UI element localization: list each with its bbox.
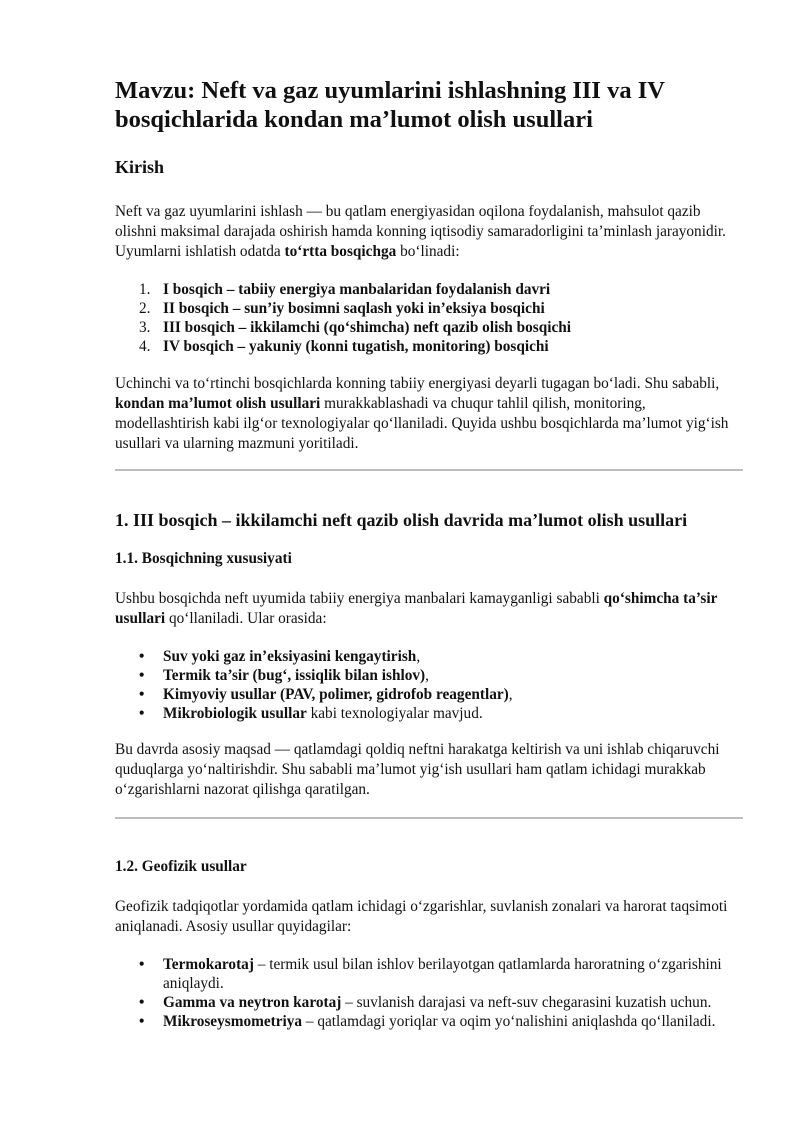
list-item — [115, 318, 743, 337]
bullet-icon: • — [139, 667, 145, 684]
section-divider — [115, 469, 743, 471]
list-item-bold: Mikroseysmometriya — [163, 1013, 303, 1030]
list-item — [115, 955, 743, 993]
stages-list — [115, 280, 743, 356]
subsection-1-1-heading: 1.1. Bosqichning xususiyati — [115, 550, 292, 567]
list-item — [115, 1012, 743, 1031]
list-item — [115, 704, 743, 723]
subsection-1-2-heading: 1.2. Geofizik usullar — [115, 858, 247, 875]
list-item-text: III bosqich – ikkilamchi (qo‘shimcha) neft qazib olish bosqichi — [163, 319, 572, 336]
list-item — [115, 647, 743, 666]
list-number: 2. — [139, 300, 151, 317]
list-item-rest: – termik usul bilan ishlov berilayotgan qatlamlarda haroratning o‘zgarishini aniqlaydi. — [163, 956, 722, 992]
intro-p1-bold: to‘rtta bosqichga — [284, 243, 397, 260]
list-item-bold: Termokarotaj — [163, 956, 254, 973]
list-number: 3. — [139, 319, 151, 336]
intro-p2-bold: kondan ma’lumot olish usullari — [115, 395, 321, 412]
list-item — [115, 299, 743, 318]
list-item — [115, 993, 743, 1012]
list-item-rest: , — [425, 667, 429, 684]
sub1-p1-text-c: qo‘llaniladi. Ular orasida: — [165, 610, 327, 627]
sub1-paragraph-2: Bu davrda asosiy maqsad — qatlamdagi qoldiq neftni harakatga keltirish va uni ishlab chiqaruvchi quduqlarga yo‘naltirishdir. Shu sababli ma’lumot yig‘ish usullari ham qatlam ichidagi murakkab o‘zgarishlarni nazorat qilishga qaratilgan. — [115, 741, 720, 798]
list-item-rest: – qatlamdagi yoriqlar va oqim yo‘nalishini aniqlashda qo‘llaniladi. — [302, 1013, 716, 1030]
bullet-icon: • — [139, 1013, 145, 1030]
list-item-bold: Gamma va neytron karotaj — [163, 994, 342, 1011]
list-item-rest: kabi texnologiyalar mavjud. — [306, 705, 483, 722]
list-item — [115, 666, 743, 685]
sub1-paragraph-1 — [115, 589, 743, 629]
list-item-bold: Suv yoki gaz in’eksiyasini kengaytirish — [163, 648, 417, 665]
list-item-rest: – suvlanish darajasi va neft-suv chegarasini kuzatish uchun. — [341, 994, 712, 1011]
list-item-text: I bosqich – tabiiy energiya manbalaridan foydalanish davri — [163, 281, 551, 298]
list-item — [115, 337, 743, 356]
intro-p1-text-a: Neft va gaz uyumlarini ishlash — bu qatlam energiyasidan oqilona foydalanish, mahsulot qazib olishni maksimal darajada oshirish hamda konning iqtisodiy samaradorligini ta’minlash jarayonidir. Uyumlarni ishlatish odatda — [115, 203, 726, 260]
list-item-text: II bosqich – sun’iy bosimni saqlash yoki in’eksiya bosqichi — [163, 300, 545, 317]
list-item-bold: Termik ta’sir (bug‘, issiqlik bilan ishlov) — [163, 667, 426, 684]
intro-heading: Kirish — [115, 157, 165, 177]
page-title: Mavzu: Neft va gaz uyumlarini ishlashning III va IV bosqichlarida kondan ma’lumot olish usullari — [115, 77, 665, 133]
list-item — [115, 280, 743, 299]
geophysical-methods-list — [115, 955, 743, 1031]
methods-list — [115, 647, 743, 723]
list-item-rest: , — [508, 686, 513, 703]
intro-paragraph-1 — [115, 202, 743, 262]
list-item-bold: Mikrobiologik usullar — [163, 705, 307, 722]
bullet-icon: • — [139, 648, 145, 665]
intro-paragraph-2 — [115, 374, 743, 454]
list-item-text: IV bosqich – yakuniy (konni tugatish, monitoring) bosqichi — [163, 338, 549, 355]
bullet-icon: • — [139, 956, 145, 973]
sub1-p1-bold: qo‘shimcha ta’sir usullari — [115, 590, 718, 627]
list-item-rest: , — [416, 648, 421, 665]
section-divider — [115, 817, 743, 819]
intro-p1-text-c: bo‘linadi: — [396, 243, 460, 260]
bullet-icon: • — [139, 705, 145, 722]
bullet-icon: • — [139, 686, 145, 703]
intro-p2-text-a: Uchinchi va to‘rtinchi bosqichlarda konning tabiiy energiyasi deyarli tugagan bo‘ladi. Shu sababli, — [115, 375, 720, 392]
list-number: 4. — [139, 338, 151, 355]
sub2-paragraph-1: Geofizik tadqiqotlar yordamida qatlam ichidagi o‘zgarishlar, suvlanish zonalari va harorat taqsimoti aniqlanadi. Asosiy usullar quyidagilar: — [115, 898, 728, 935]
list-number: 1. — [139, 281, 151, 298]
intro-p2-text-c: murakkablashadi va chuqur tahlil qilish, monitoring, modellashtirish kabi ilg‘or texnologiyalar qo‘llaniladi. Quyida ushbu bosqichlarda ma’lumot yig‘ish usullari va ularning mazmuni yoritiladi. — [115, 395, 729, 452]
list-item-bold: Kimyoviy usullar (PAV, polimer, gidrofob reagentlar) — [163, 686, 509, 703]
list-item — [115, 685, 743, 704]
sub1-p1-text-a: Ushbu bosqichda neft uyumida tabiiy energiya manbalari kamayganligi sababli — [115, 590, 604, 607]
section-1-heading: 1. III bosqich – ikkilamchi neft qazib olish davrida ma’lumot olish usullari — [115, 510, 688, 530]
bullet-icon: • — [139, 994, 145, 1011]
